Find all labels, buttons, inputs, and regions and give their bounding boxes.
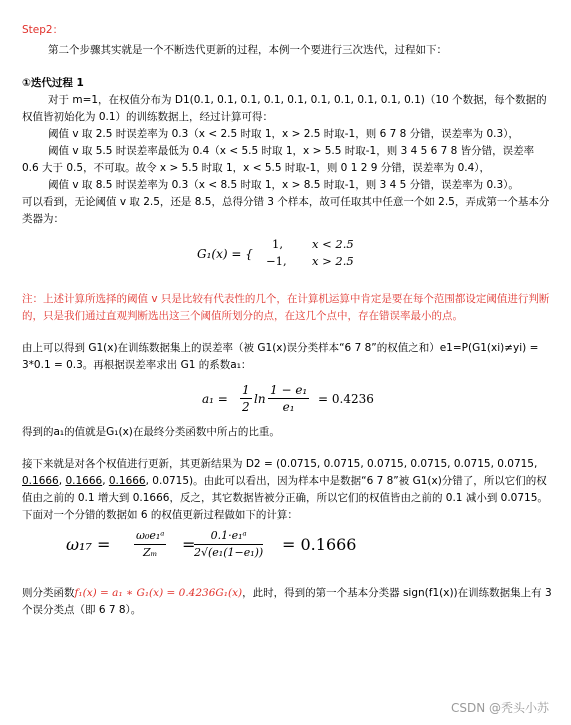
half-numerator: 1 [242, 383, 250, 397]
w17-f2-denominator: 2√(e₁(1−e₁)) [194, 546, 264, 559]
classifier-text-start: 则分类函数 [22, 587, 75, 599]
error-numerator: 1 − e₁ [270, 383, 308, 397]
watermark: CSDN @秃头小苏 [450, 701, 549, 715]
paragraph-conclusion: 可以看到，无论阈值 v 取 2.5，还是 8.5，总得分错 3 个样本，故可任取其中任意一个如 2.5，弄成第一个基本分类器为： [22, 196, 550, 225]
w17-f1-numerator: ω₀e₁ᵃ [134, 528, 166, 545]
paragraph-threshold-5-5: 阈值 v 取 5.5 时误差率最低为 0.4（x < 5.5 时取 1，x > 5.5 时取-1，则 3 4 5 6 7 8 皆分错，误差率 0.6 大于 0.5，不可取。故令 x > 5.5 时取 1，x < 5.5 时取-1，则 0 1 2 9 分错，误差率为 0.4）， [22, 145, 535, 174]
w17-fraction-2 [194, 528, 263, 561]
intro-paragraph: 第二个步骤其实就是一个不断迭代更新的过程，本例一个要进行三次迭代，过程如下： [48, 44, 447, 56]
update-text-start: 接下来就是对各个权值进行更新，其更新结果为 D2 = (0.0715, 0.0715, 0.0715, 0.0715, 0.0715, 0.0715, [22, 458, 538, 470]
w17-fraction-1 [134, 528, 166, 561]
formula-w17 [22, 526, 552, 570]
error-denominator: e₁ [282, 400, 295, 414]
formula-g1 [22, 236, 552, 276]
w17-f1-denominator: Zₘ [143, 546, 158, 559]
g1-row1-value: 1, [272, 237, 283, 251]
update-text-end: , 0.0715)。由此可以看出，因为样本中是数据“6 7 8”被 G1(x)分错了，所以它们的权值由之前的 0.1 增大到 0.1666，反之，其它数据皆被分正确，所以它们的权值皆由之前的 0.1 减小到 0.0715。下面对一个分错的数据如 6 的权值更新过程做如下的计算： [22, 475, 548, 521]
paragraph-classifier [22, 585, 552, 619]
g1-row2-condition: x > 2.5 [312, 254, 354, 268]
paragraph-threshold-2-5: 阈值 v 取 2.5 时误差率为 0.3（x < 2.5 时取 1，x > 2.5 时取-1，则 6 7 8 分错，误差率为 0.3）， [48, 128, 519, 140]
w17-rhs: = 0.1666 [282, 535, 357, 554]
w17-lhs: ω₁₇ = [66, 535, 111, 554]
paragraph-weights: 对于 m=1，在权值分布为 D1(0.1, 0.1, 0.1, 0.1, 0.1, 0.1, 0.1, 0.1, 0.1, 0.1)（10 个数据，每个数据的权值皆初始化为 0.1）的训练数据上，经过计算可得： [22, 94, 547, 123]
note-paragraph: 注：上述计算所选择的阈值 v 只是比较有代表性的几个，在计算机运算中肯定是要在每个范围都设定阈值进行判断的，只是我们通过直观判断选出这三个阈值所划分的点，在这几个点中，存在错误率最小的点。 [22, 293, 550, 322]
g1-lhs: G₁(x) = { [197, 247, 253, 261]
underlined-weight: 0.1666 [22, 475, 59, 487]
step-title: Step2： [22, 24, 64, 36]
paragraph-error-rate: 由上可以得到 G1(x)在训练数据集上的误差率（被 G1(x)误分类样本“6 7 8”的权值之和）e1=P(G1(xi)≠yi) = 3*0.1 = 0.3。再根据误差率求出 G1 的系数a₁： [22, 342, 539, 371]
classifier-formula: f₁(x) = a₁ ∗ G₁(x) = 0.4236G₁(x) [74, 587, 243, 599]
paragraph-weight-update [22, 456, 552, 524]
g1-row1-condition: x < 2.5 [312, 237, 354, 251]
ln-label: ln [254, 392, 266, 406]
formula-a1 [22, 378, 552, 420]
w17-equals: = [182, 535, 196, 554]
half-fraction [240, 382, 252, 415]
error-fraction [268, 382, 309, 415]
underlined-weight: 0.1666 [65, 475, 103, 487]
section-title: ①迭代过程 1 [22, 77, 84, 89]
w17-f2-numerator: 0.1·e₁ᵃ [194, 528, 263, 545]
underlined-weight: 0.1666 [108, 475, 146, 487]
update-separator: , [58, 475, 66, 487]
update-separator: , [102, 475, 109, 487]
classifier-text-end: ，此时，得到的第一个基本分类器 sign(f1(x))在训练数据集上有 3 个误分类点（即 6 7 8）。 [22, 587, 552, 616]
a1-lhs: a₁ = [202, 392, 228, 406]
paragraph-threshold-8-5: 阈值 v 取 8.5 时误差率为 0.3（x < 8.5 时取 1，x > 8.5 时取-1，则 3 4 5 分错，误差率为 0.3）。 [48, 179, 519, 191]
paragraph-weight-meaning: 得到的a₁的值就是G₁(x)在最终分类函数中所占的比重。 [22, 426, 280, 438]
a1-rhs: = 0.4236 [318, 392, 374, 406]
half-denominator: 2 [242, 400, 250, 414]
g1-row2-value: −1, [266, 254, 287, 268]
document-body [22, 22, 552, 619]
